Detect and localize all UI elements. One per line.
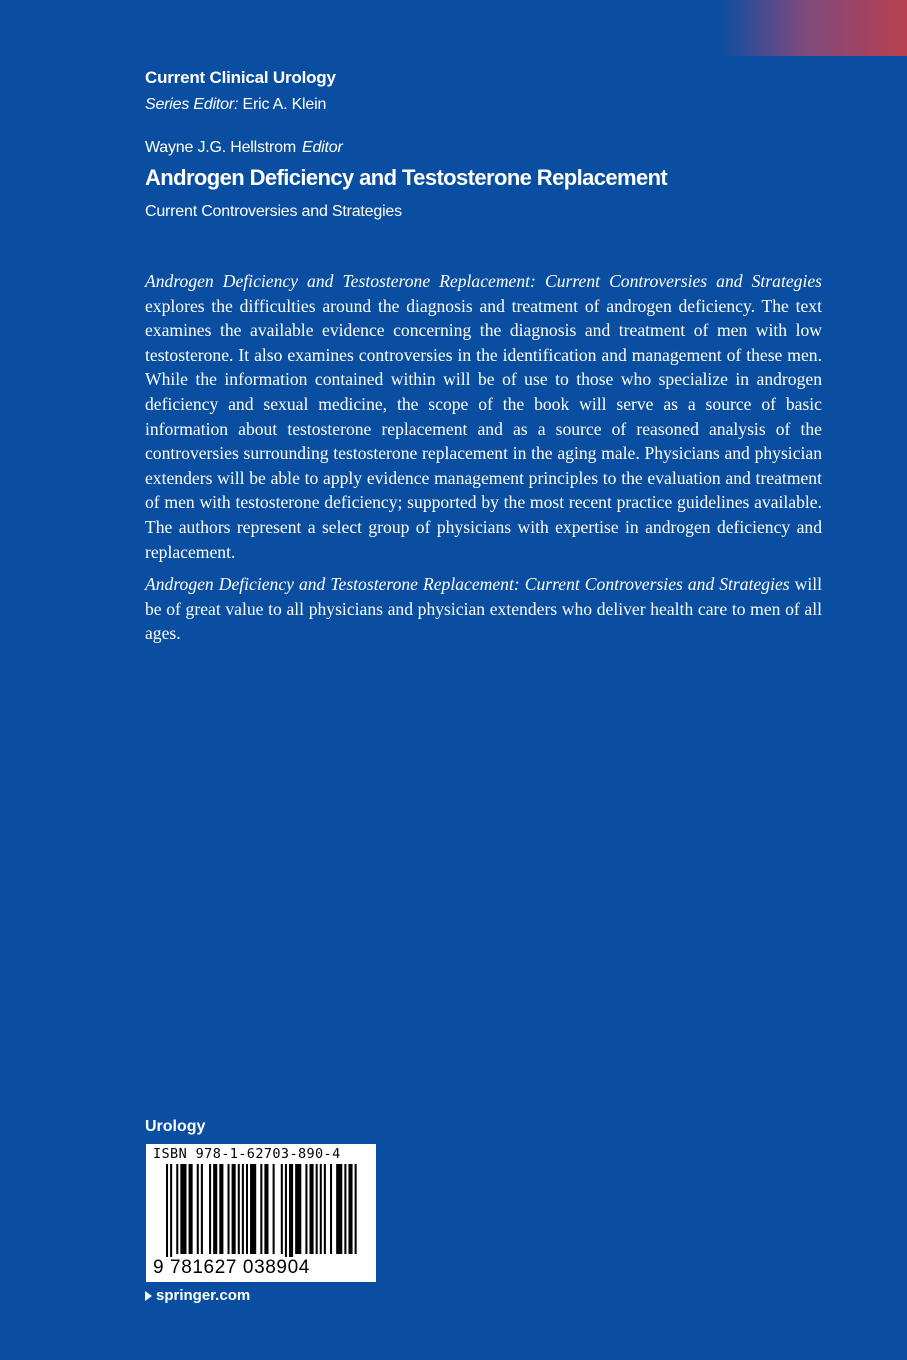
arrow-right-icon xyxy=(145,1291,152,1301)
barcode-bar xyxy=(228,1164,230,1254)
barcode-bar xyxy=(324,1164,326,1254)
barcode-bar xyxy=(219,1164,223,1254)
series-title: Current Clinical Urology xyxy=(145,68,336,87)
barcode-bar xyxy=(166,1164,168,1264)
barcode-bar xyxy=(180,1164,186,1254)
isbn-barcode xyxy=(146,1144,376,1282)
barcode-bar xyxy=(305,1164,307,1254)
book-title: Androgen Deficiency and Testosterone Replacement xyxy=(145,165,668,190)
publisher-link-text: springer.com xyxy=(156,1287,251,1304)
barcode-bar xyxy=(285,1164,287,1264)
barcode-bar xyxy=(264,1164,268,1254)
description-paragraph-2 xyxy=(145,572,822,646)
barcode-bar xyxy=(250,1164,256,1254)
book-editor-role: Editor xyxy=(302,139,343,156)
barcode-bar xyxy=(344,1164,346,1254)
barcode-bar xyxy=(238,1164,240,1254)
series-editor-label: Series Editor: xyxy=(145,96,239,113)
ean-digits xyxy=(152,1257,311,1279)
book-description xyxy=(145,269,822,654)
book-editor xyxy=(145,139,343,157)
barcode-bar xyxy=(320,1164,322,1254)
barcode-bar xyxy=(355,1164,357,1254)
barcode-bar xyxy=(246,1164,248,1254)
book-editor-name: Wayne J.G. Hellstrom xyxy=(145,139,296,156)
book-subtitle: Current Controversies and Strategies xyxy=(145,203,402,220)
series-editor-name: Eric A. Klein xyxy=(242,96,327,113)
barcode-bar xyxy=(260,1164,262,1254)
description-title-ref-2: Androgen Deficiency and Testosterone Replacement: Current Controversies and Strategies xyxy=(145,574,790,595)
description-text-1: explores the difficulties around the diagnosis and treatment of androgen deficiency. The text examines the available evidence concerning the diagnosis and treatment of men with low testosterone. It also examines controversies in the identification and management of these men. While the information contained within will be of use to those who specialize in androgen deficiency and sexual medicine, the scope of the book will serve as a source of basic information about testosterone replacement and as a source of reasoned analysis of the controversies surrounding testosterone replacement in the aging male. Physicians and physician extenders will be able to apply evidence management principles to the evaluation and treatment of men with testosterone deficiency; supported by the most recent practice guidelines available. The authors represent a select group of physicians with expertise in androgen deficiency and replacement. xyxy=(145,295,822,562)
barcode-bar xyxy=(170,1164,172,1264)
barcode-bar xyxy=(197,1164,199,1254)
barcode-bar xyxy=(176,1164,178,1254)
barcode-bar xyxy=(336,1164,342,1254)
barcode-bar xyxy=(232,1164,236,1254)
ean-digits-text: 9 781627 038904 xyxy=(153,1257,310,1278)
barcode-bar xyxy=(316,1164,318,1254)
barcode-bar xyxy=(242,1164,244,1254)
barcode-bar xyxy=(348,1164,352,1254)
barcode-bar xyxy=(273,1164,275,1254)
series-editor xyxy=(145,96,326,114)
barcode-bar xyxy=(295,1164,301,1254)
barcode-bar xyxy=(330,1164,332,1254)
corner-accent-gradient xyxy=(718,0,907,56)
publisher-link[interactable] xyxy=(145,1287,250,1304)
barcode-bar xyxy=(213,1164,217,1254)
description-title-ref-1: Androgen Deficiency and Testosterone Replacement: Current Controversies and Strategies xyxy=(145,271,822,291)
barcode-bar xyxy=(209,1164,211,1254)
barcode-bars xyxy=(166,1164,362,1264)
subject-category: Urology xyxy=(145,1118,206,1135)
barcode-bar xyxy=(189,1164,193,1254)
isbn-label: ISBN 978-1-62703-890-4 xyxy=(153,1146,341,1162)
barcode-bar xyxy=(281,1164,283,1254)
description-paragraph-1 xyxy=(145,269,822,564)
description-text-2: will be of great value to all physicians and physician extenders who deliver health care to men of all ages. xyxy=(145,574,822,644)
barcode-bar xyxy=(289,1164,293,1264)
barcode-bar xyxy=(310,1164,314,1254)
barcode-bar xyxy=(201,1164,203,1254)
